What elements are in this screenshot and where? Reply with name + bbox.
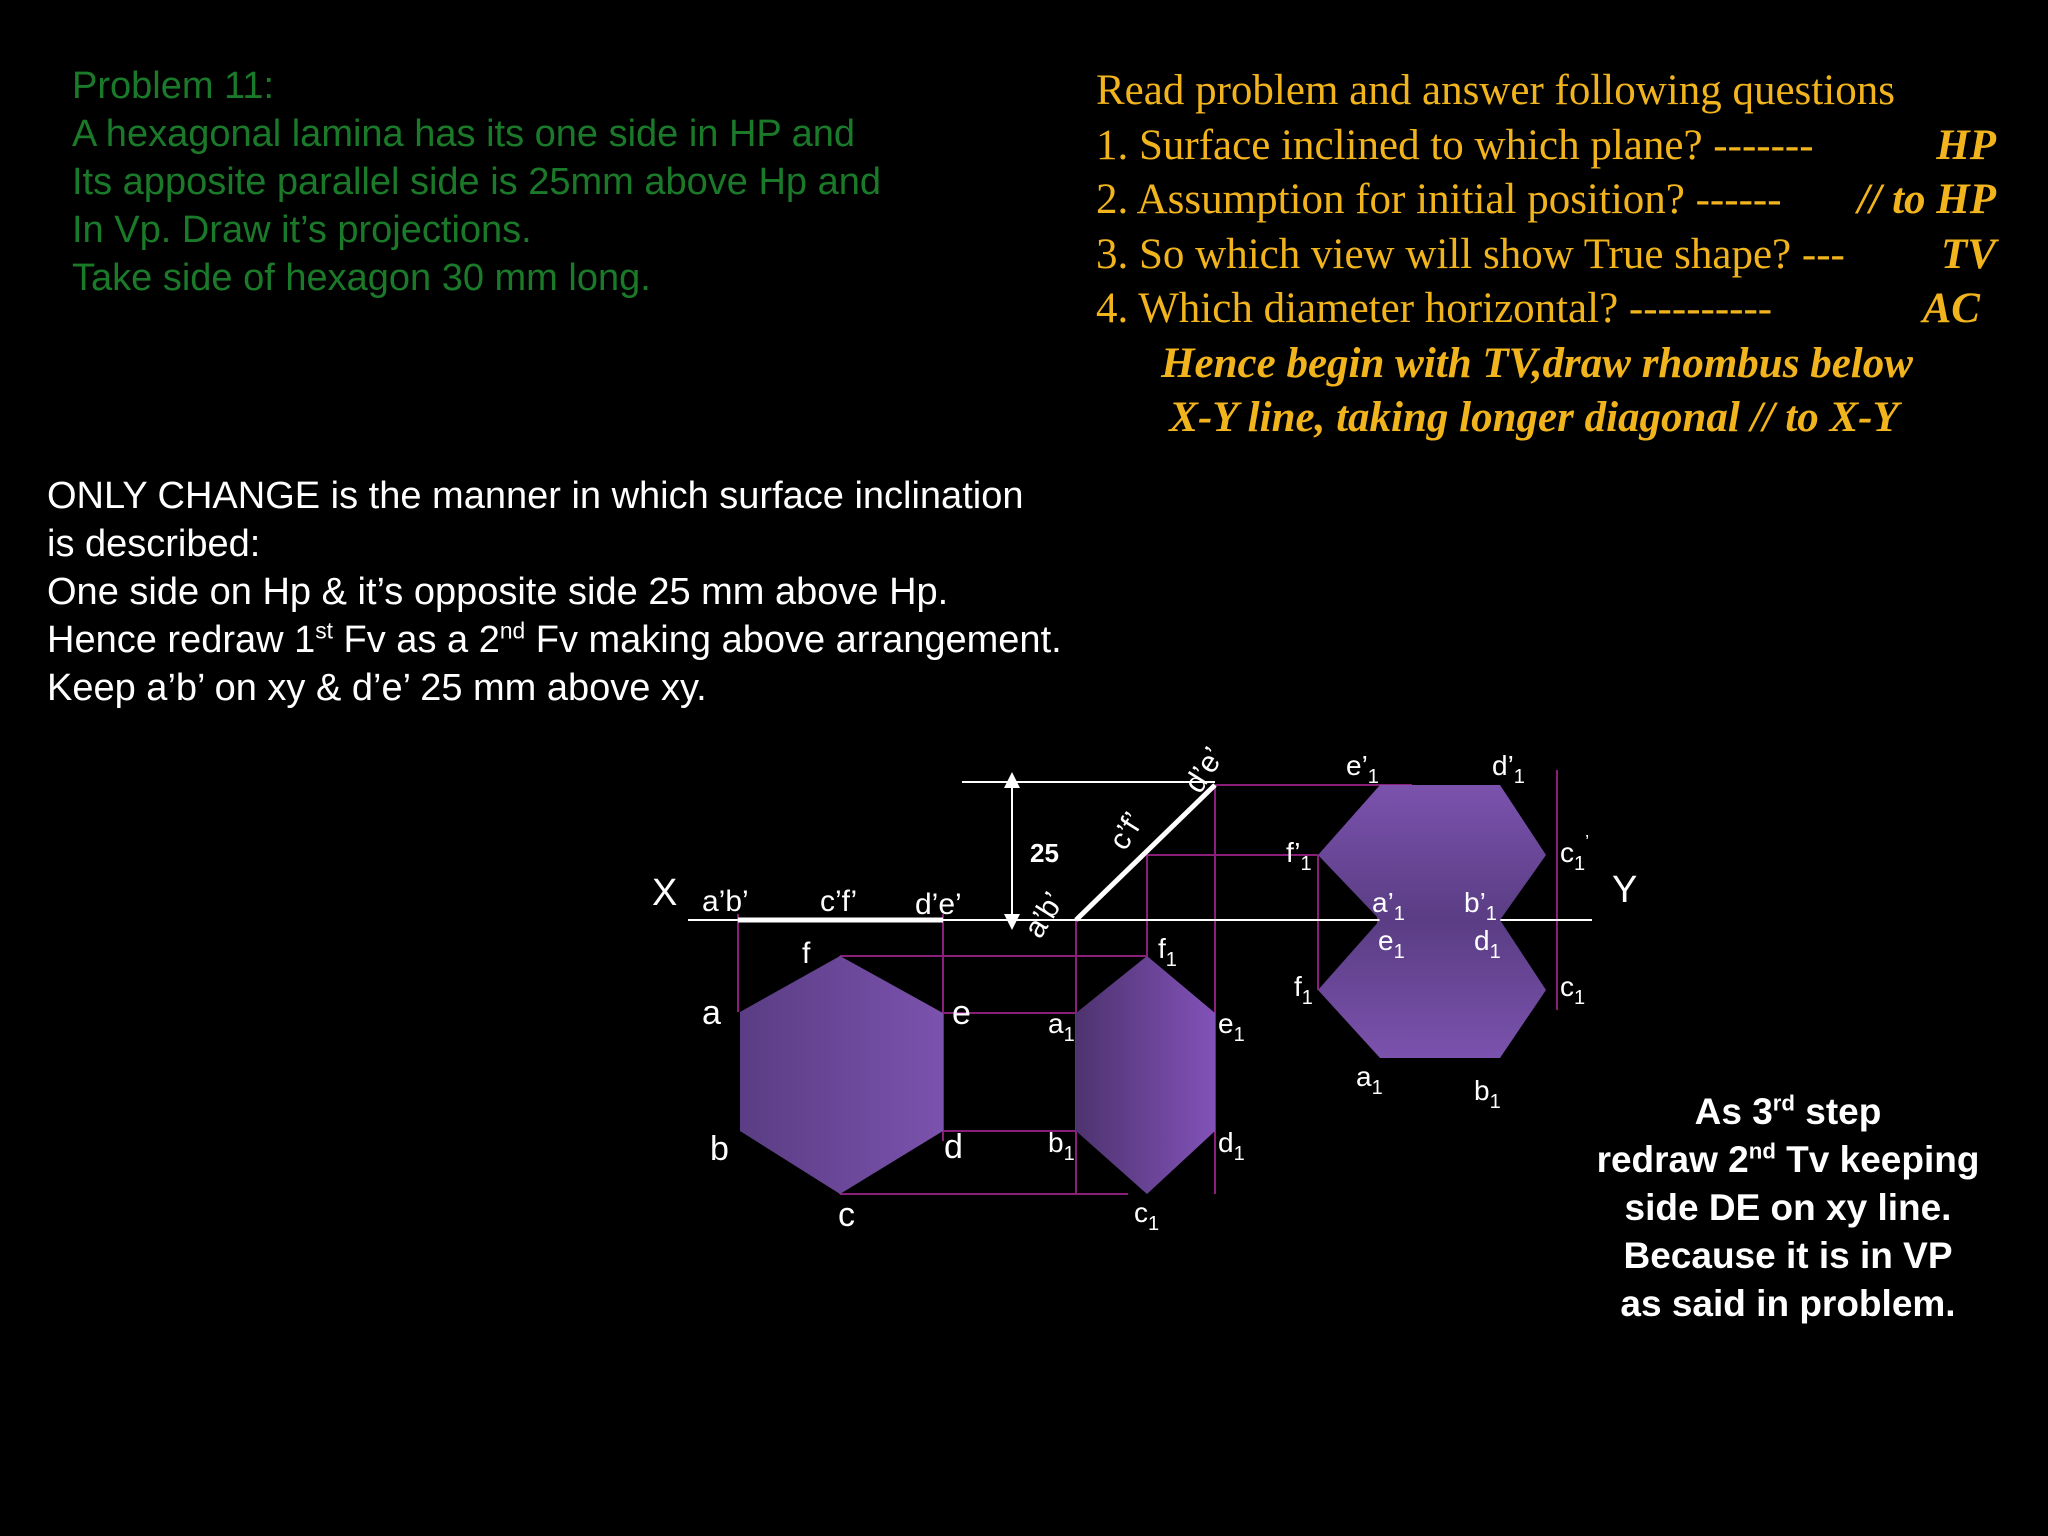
question-text: 3. So which view will show True shape? --- bbox=[1096, 230, 1845, 278]
tv3-label-c: $c_1$ bbox=[1560, 971, 1586, 1009]
tv1-label-c: c bbox=[838, 1196, 855, 1234]
hence-line: X-Y line, taking longer diagonal // to X-Y bbox=[1169, 394, 1899, 441]
fv1-label-cf: c’f’ bbox=[820, 885, 858, 918]
question-text: 1. Surface inclined to which plane? ------- bbox=[1096, 121, 1814, 169]
change-text: Hence redraw 1 bbox=[47, 619, 316, 661]
dimension-value: 25 bbox=[1030, 838, 1059, 868]
questions-intro-text: Read problem and answer following questions bbox=[1096, 67, 1895, 114]
step-line: Because it is in VP bbox=[1623, 1235, 1953, 1276]
tv2-label-c: $c_1$ bbox=[1134, 1197, 1160, 1235]
change-line: One side on Hp & it’s opposite side 25 mm above Hp. bbox=[47, 571, 949, 613]
tv2-label-b: $b_1$ bbox=[1048, 1127, 1075, 1165]
step-text: step bbox=[1794, 1091, 1882, 1132]
problem-line: Its apposite parallel side is 25mm above Hp and bbox=[72, 161, 882, 203]
question-answer: HP bbox=[1936, 121, 1996, 169]
fv2-label-de: d’e’ bbox=[1177, 741, 1231, 799]
fv3-label-c: $c_1^’$ bbox=[1560, 832, 1590, 875]
tv1-label-d: d bbox=[944, 1128, 963, 1166]
question-text: 4. Which diameter horizontal? ---------- bbox=[1096, 285, 1773, 332]
change-text: Fv making above arrangement. bbox=[525, 619, 1062, 661]
y-label: Y bbox=[1612, 869, 1638, 911]
tv2-label-a: $a_1$ bbox=[1048, 1008, 1075, 1046]
step-superscript: nd bbox=[1748, 1138, 1776, 1164]
problem-line: Take side of hexagon 30 mm long. bbox=[72, 257, 651, 299]
change-line: is described: bbox=[47, 523, 261, 565]
hence-line: Hence begin with TV,draw rhombus below bbox=[1161, 339, 1913, 387]
tv3-label-e: $e_1$ bbox=[1378, 925, 1405, 963]
step-superscript: rd bbox=[1772, 1090, 1795, 1116]
top-view-hexagon bbox=[740, 956, 943, 1194]
fv3-label-b: $b’_1$ bbox=[1464, 887, 1497, 925]
x-label: X bbox=[652, 872, 678, 914]
fv1-label-ab: a’b’ bbox=[702, 885, 749, 918]
problem-line: In Vp. Draw it’s projections. bbox=[72, 209, 532, 251]
question-answer: AC bbox=[1922, 285, 1980, 332]
step-text: Tv keeping bbox=[1775, 1139, 1980, 1180]
front-view-inclined-edge bbox=[1076, 785, 1215, 920]
tv2-label-d: $d_1$ bbox=[1218, 1127, 1245, 1165]
question-answer: TV bbox=[1941, 230, 1996, 278]
tv1-label-e: e bbox=[952, 994, 971, 1032]
front-view-3-hexagon-fill bbox=[1318, 785, 1546, 920]
question-text: 2. Assumption for initial position? ------ bbox=[1096, 176, 1782, 223]
fv2-label-cf: c’f’ bbox=[1102, 806, 1151, 856]
tv3-label-f: $f_1$ bbox=[1294, 971, 1313, 1009]
change-line: Keep a’b’ on xy & d’e’ 25 mm above xy. bbox=[47, 667, 707, 709]
fv3-label-a: $a’_1$ bbox=[1372, 887, 1405, 925]
tv2-label-f: $f_1$ bbox=[1158, 933, 1177, 971]
question-answer: // to HP bbox=[1857, 176, 1996, 223]
problem-line: A hexagonal lamina has its one side in HP and bbox=[72, 113, 856, 155]
tv1-label-a: a bbox=[702, 994, 721, 1032]
step-text: redraw 2 bbox=[1596, 1139, 1749, 1180]
top-view-3-hexagon bbox=[1318, 920, 1546, 1058]
change-text: Fv as a 2 bbox=[332, 619, 500, 661]
step-line: side DE on xy line. bbox=[1624, 1187, 1952, 1228]
tv1-label-f: f bbox=[802, 937, 811, 970]
problem-title: Problem 11: bbox=[72, 65, 275, 107]
change-superscript: nd bbox=[499, 617, 526, 644]
fv1-label-de: d’e’ bbox=[915, 888, 962, 921]
step-line: as said in problem. bbox=[1620, 1283, 1956, 1324]
fv3-label-e: $e’_1$ bbox=[1346, 750, 1379, 788]
tv3-label-d: $d_1$ bbox=[1474, 925, 1501, 963]
change-superscript: st bbox=[315, 617, 333, 644]
fv2-label-ab: a’b’ bbox=[1017, 886, 1071, 944]
tv1-label-b: b bbox=[710, 1130, 729, 1168]
fv3-label-f: $f’_1$ bbox=[1286, 837, 1312, 875]
tv2-label-e: $e_1$ bbox=[1218, 1008, 1245, 1046]
tv3-label-b: $b_1$ bbox=[1474, 1075, 1501, 1113]
fv3-label-d: $d’_1$ bbox=[1492, 750, 1525, 788]
change-line: ONLY CHANGE is the manner in which surface inclination bbox=[47, 475, 1024, 517]
top-view-2-hexagon bbox=[1076, 956, 1215, 1194]
step-text: As 3 bbox=[1694, 1091, 1773, 1132]
tv3-label-a: $a_1$ bbox=[1356, 1061, 1383, 1099]
